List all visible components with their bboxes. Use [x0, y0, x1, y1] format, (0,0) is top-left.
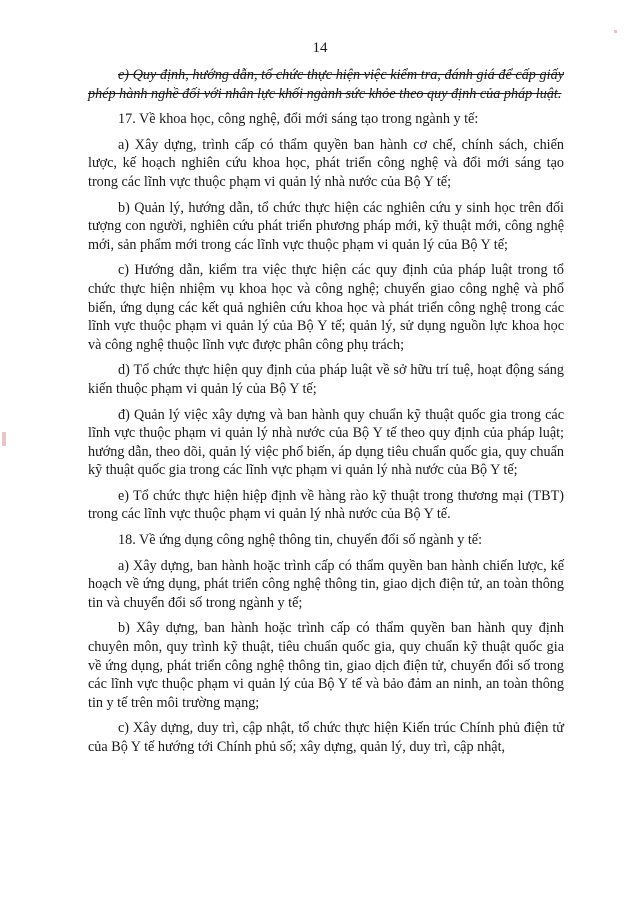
paragraph-18b: b) Xây dựng, ban hành hoặc trình cấp có thẩm quyền ban hành quy định chuyên môn, quy trình kỹ thuật, tiêu chuẩn quốc gia, quy chuẩn kỹ thuật quốc gia về ứng dụng, phát triển công nghệ thông tin, giao dịch điện tử, chuyển đổi số trong các lĩnh vực thuộc phạm vi quản lý của Bộ Y tế và bảo đảm an ninh, an toàn thông tin y tế trên môi trường mạng; — [88, 620, 564, 711]
paragraph-17dd: đ) Quản lý việc xây dựng và ban hành quy chuẩn kỹ thuật quốc gia trong các lĩnh vực thuộc phạm vi quản lý nhà nước của Bộ Y tế theo quy định của pháp luật; hướng dẫn, theo dõi, quản lý việc phổ biến, áp dụng tiêu chuẩn quốc gia, quy chuẩn kỹ thuật quốc gia trong các lĩnh vực phạm vi quản lý nhà nước của Bộ Y tế; — [88, 406, 564, 479]
margin-mark-right — [614, 30, 617, 33]
paragraph-18c: c) Xây dựng, duy trì, cập nhật, tổ chức thực hiện Kiến trúc Chính phủ điện tử của Bộ Y tế hướng tới Chính phủ số; xây dựng, quản lý, duy trì, cập nhật, — [88, 720, 564, 755]
paragraph-18a: a) Xây dựng, ban hành hoặc trình cấp có thẩm quyền ban hành chiến lược, kế hoạch về ứng dụng, phát triển công nghệ thông tin, giao dịch điện tử, an toàn thông tin và chuyển đổi số trong ngành y tế; — [88, 557, 564, 611]
paragraph-17b: b) Quản lý, hướng dẫn, tổ chức thực hiện các nghiên cứu y sinh học trên đối tượng con người, nghiên cứu phát triển phương pháp mới, kỹ thuật mới, công nghệ mới, sản phẩm mới trong các lĩnh vực thuộc phạm vi quản lý của Bộ Y tế; — [88, 199, 564, 253]
paragraph-17e: e) Tổ chức thực hiện hiệp định về hàng rào kỹ thuật trong thương mại (TBT) trong các lĩnh vực thuộc phạm vi quản lý nhà nước của Bộ Y tế. — [88, 487, 564, 523]
paragraph-17a: a) Xây dựng, trình cấp có thẩm quyền ban hành cơ chế, chính sách, chiến lược, kế hoạch nghiên cứu khoa học, phát triển công nghệ và đổi mới sáng tạo trong các lĩnh vực thuộc phạm vi quản lý nhà nước của Bộ Y tế; — [88, 136, 564, 190]
paragraph-17c: c) Hướng dẫn, kiểm tra việc thực hiện các quy định của pháp luật trong tổ chức thực hiện nhiệm vụ khoa học và công nghệ; chuyển giao công nghệ và phổ biến, ứng dụng các kết quả nghiên cứu khoa học và phát triển công nghệ trong các lĩnh vực thuộc phạm vi quản lý của Bộ Y tế; quản lý, sử dụng nguồn lực khoa học và công nghệ thuộc lĩnh vực được phân công phụ trách; — [88, 262, 564, 353]
struck-paragraph-e: e) Quy định, hướng dẫn, tổ chức thực hiện việc kiểm tra, đánh giá để cấp giấy phép hành nghề đối với nhân lực khối ngành sức khỏe theo quy định của pháp luật. — [88, 67, 564, 102]
paragraph-17d: d) Tổ chức thực hiện quy định của pháp luật về sở hữu trí tuệ, hoạt động sáng kiến thuộc phạm vi quản lý của Bộ Y tế; — [88, 362, 564, 397]
section-18-heading: 18. Về ứng dụng công nghệ thông tin, chuyển đổi số ngành y tế: — [118, 532, 483, 549]
page-number: 14 — [312, 40, 328, 56]
margin-mark-left — [2, 432, 6, 446]
document-body — [88, 66, 564, 764]
section-17-heading: 17. Về khoa học, công nghệ, đổi mới sáng tạo trong ngành y tế: — [118, 111, 479, 128]
